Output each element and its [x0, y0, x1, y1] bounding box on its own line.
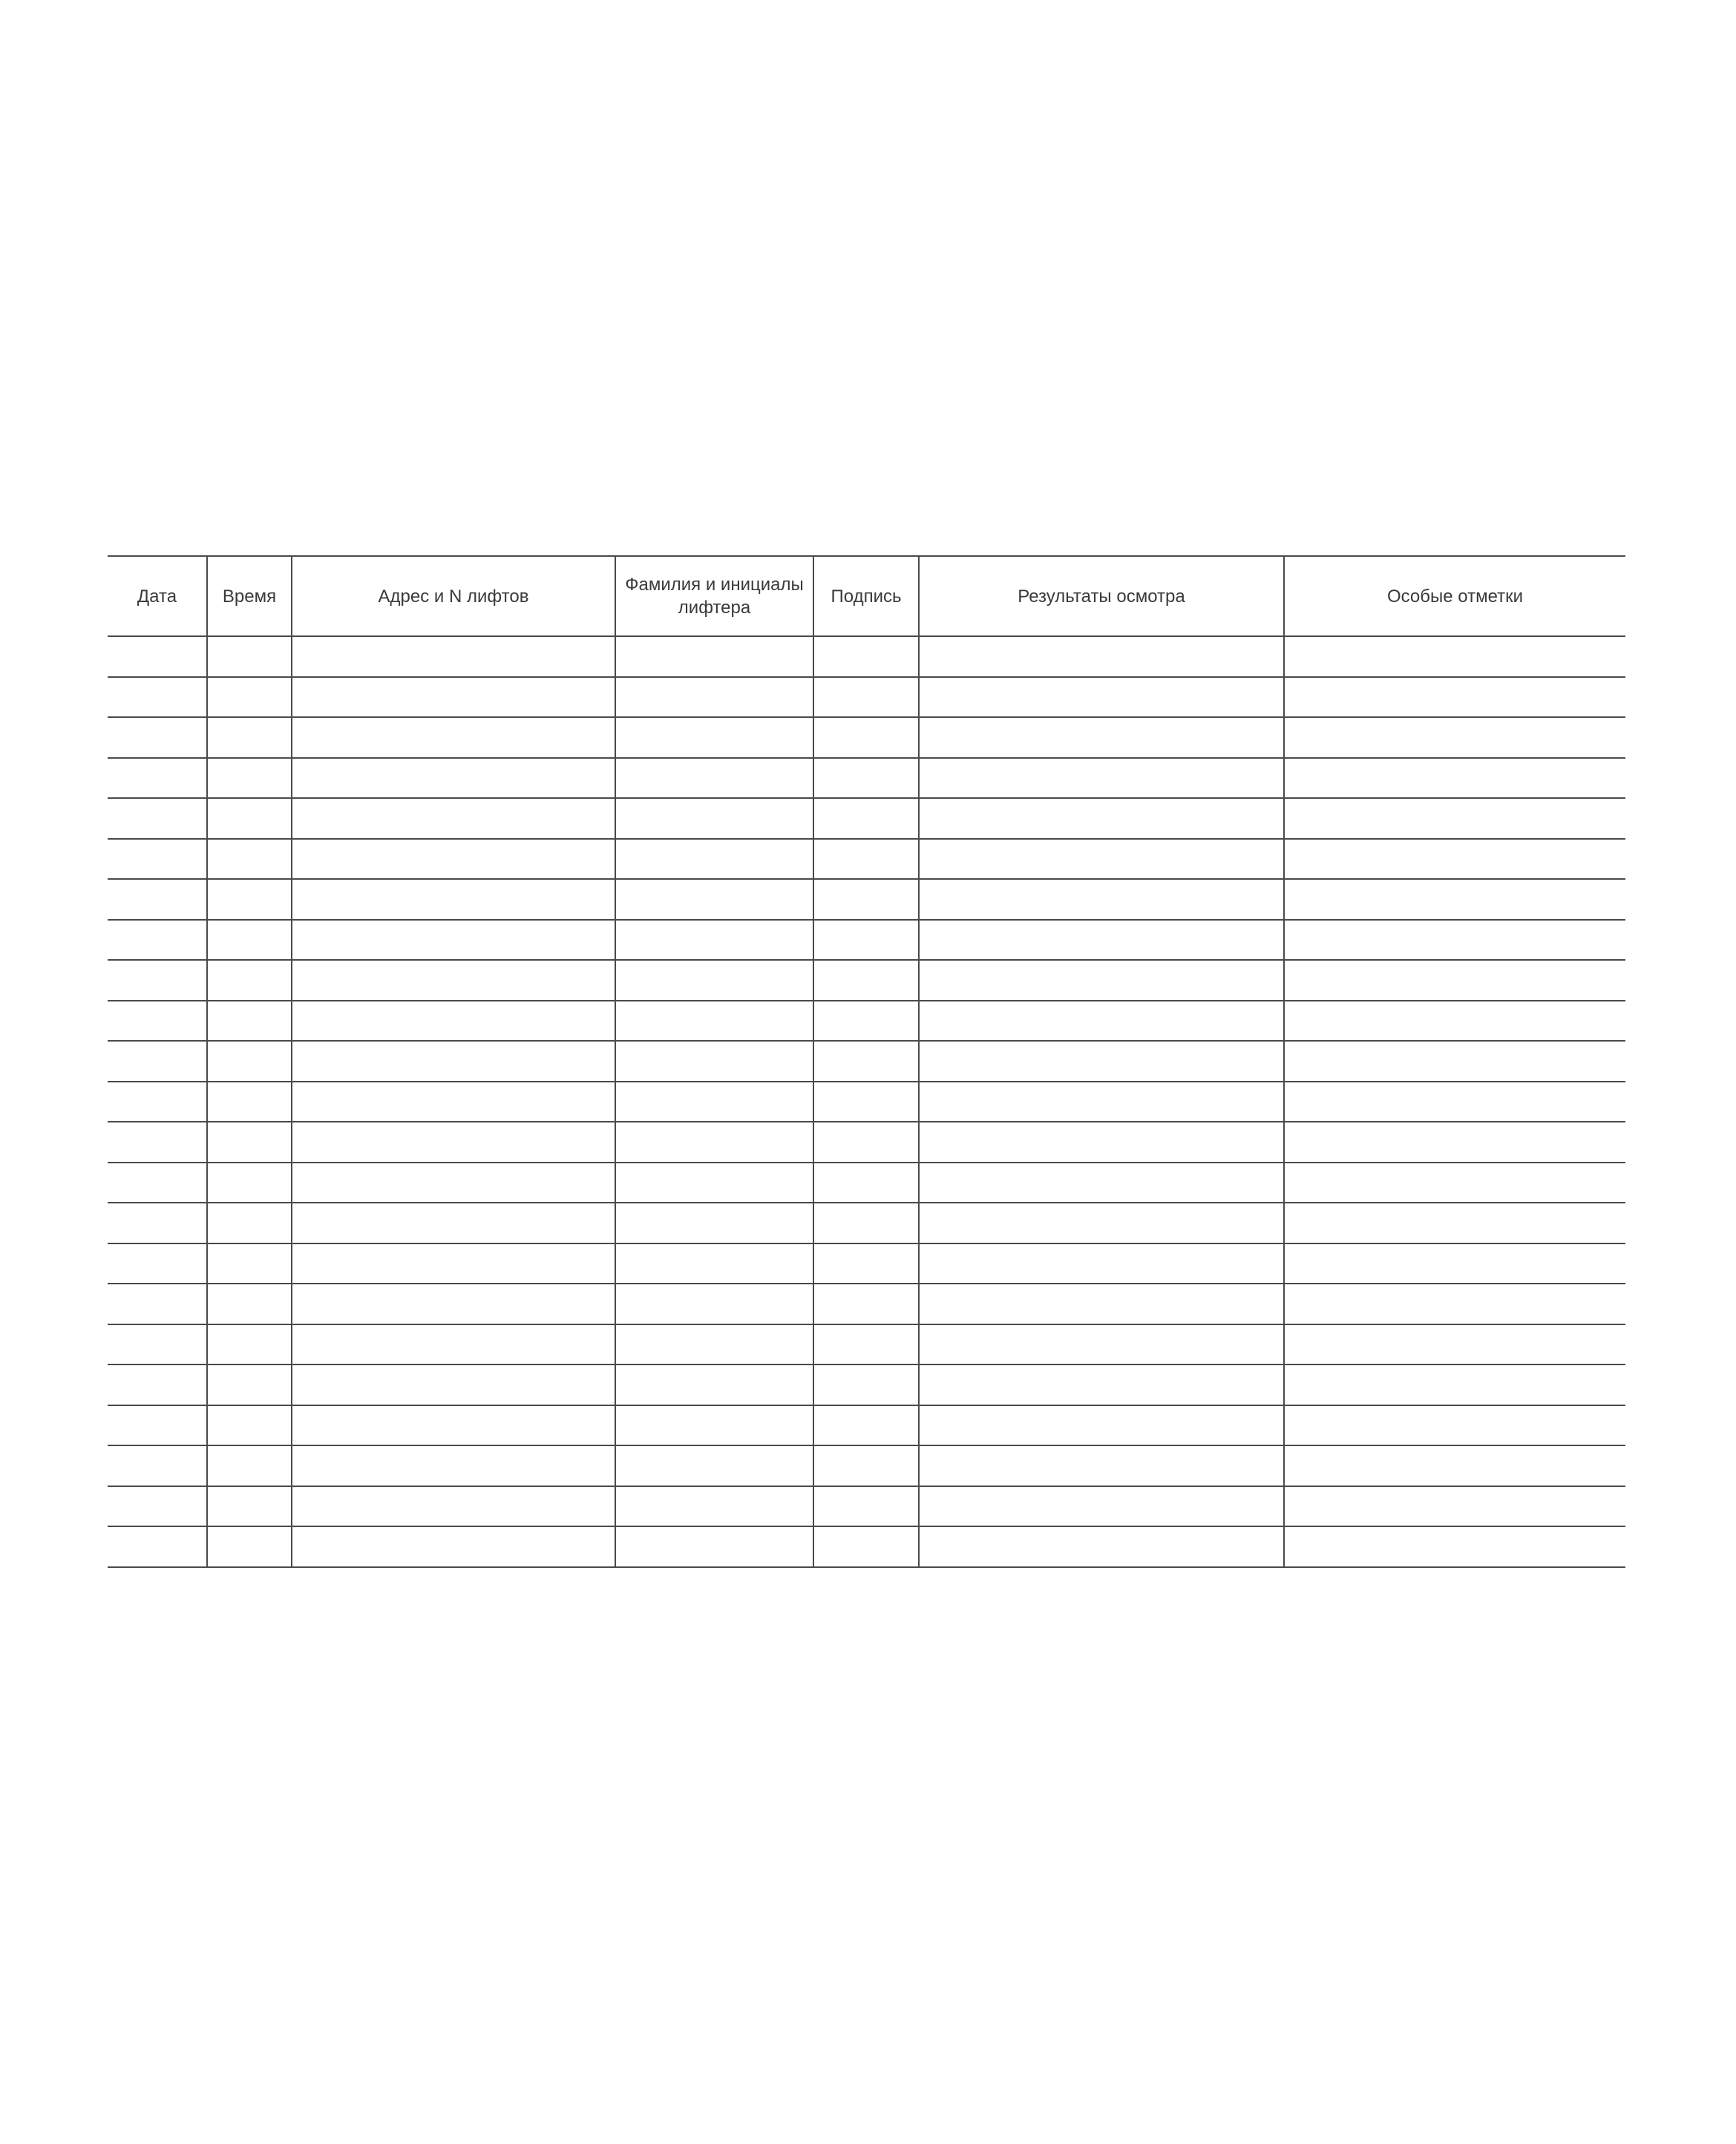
table-row [108, 879, 1625, 920]
cell-signature[interactable] [813, 1082, 919, 1122]
cell-time[interactable] [207, 798, 292, 839]
table-row [108, 717, 1625, 758]
cell-operator-name[interactable] [615, 717, 813, 758]
table-row [108, 1324, 1625, 1365]
cell-notes[interactable] [1284, 636, 1625, 677]
cell-date[interactable] [108, 1364, 207, 1405]
cell-operator-name[interactable] [615, 960, 813, 1001]
cell-date[interactable] [108, 1203, 207, 1243]
cell-address[interactable] [292, 1324, 615, 1365]
cell-address[interactable] [292, 1041, 615, 1082]
cell-date[interactable] [108, 1405, 207, 1446]
table-row [108, 1203, 1625, 1243]
cell-time[interactable] [207, 1163, 292, 1203]
cell-time[interactable] [207, 717, 292, 758]
cell-address[interactable] [292, 1364, 615, 1405]
cell-results[interactable] [919, 1243, 1284, 1284]
cell-notes[interactable] [1284, 1203, 1625, 1243]
cell-address[interactable] [292, 1486, 615, 1527]
cell-results[interactable] [919, 1486, 1284, 1527]
table-row [108, 1163, 1625, 1203]
cell-date[interactable] [108, 1122, 207, 1163]
header-row [108, 556, 1625, 636]
cell-results[interactable] [919, 1041, 1284, 1082]
cell-results[interactable] [919, 879, 1284, 920]
cell-notes[interactable] [1284, 1445, 1625, 1486]
table-body [108, 636, 1625, 1567]
cell-signature[interactable] [813, 636, 919, 677]
cell-time[interactable] [207, 1405, 292, 1446]
cell-date[interactable] [108, 636, 207, 677]
cell-notes[interactable] [1284, 1284, 1625, 1324]
cell-date[interactable] [108, 1041, 207, 1082]
cell-operator-name[interactable] [615, 1364, 813, 1405]
cell-signature[interactable] [813, 1122, 919, 1163]
cell-operator-name[interactable] [615, 1526, 813, 1567]
cell-address[interactable] [292, 960, 615, 1001]
cell-notes[interactable] [1284, 1001, 1625, 1042]
cell-signature[interactable] [813, 798, 919, 839]
inspection-log-table [108, 555, 1625, 1568]
cell-operator-name[interactable] [615, 636, 813, 677]
cell-results[interactable] [919, 717, 1284, 758]
cell-results[interactable] [919, 1203, 1284, 1243]
cell-address[interactable] [292, 1445, 615, 1486]
cell-operator-name[interactable] [615, 1041, 813, 1082]
cell-time[interactable] [207, 636, 292, 677]
table-row [108, 677, 1625, 718]
cell-date[interactable] [108, 1324, 207, 1365]
header-inspection-results: Результаты осмотра [919, 556, 1284, 636]
cell-address[interactable] [292, 839, 615, 880]
table-row [108, 636, 1625, 677]
cell-time[interactable] [207, 1082, 292, 1122]
cell-results[interactable] [919, 1445, 1284, 1486]
cell-operator-name[interactable] [615, 798, 813, 839]
cell-operator-name[interactable] [615, 1486, 813, 1527]
cell-results[interactable] [919, 1526, 1284, 1567]
cell-signature[interactable] [813, 920, 919, 961]
cell-notes[interactable] [1284, 1526, 1625, 1567]
cell-address[interactable] [292, 1001, 615, 1042]
cell-notes[interactable] [1284, 920, 1625, 961]
table-row [108, 1526, 1625, 1567]
cell-notes[interactable] [1284, 1122, 1625, 1163]
cell-signature[interactable] [813, 1405, 919, 1446]
cell-notes[interactable] [1284, 1041, 1625, 1082]
cell-operator-name[interactable] [615, 839, 813, 880]
cell-address[interactable] [292, 636, 615, 677]
table-row [108, 1122, 1625, 1163]
cell-results[interactable] [919, 839, 1284, 880]
cell-address[interactable] [292, 879, 615, 920]
cell-time[interactable] [207, 1243, 292, 1284]
cell-operator-name[interactable] [615, 1203, 813, 1243]
cell-time[interactable] [207, 839, 292, 880]
cell-signature[interactable] [813, 1324, 919, 1365]
cell-results[interactable] [919, 920, 1284, 961]
cell-time[interactable] [207, 1445, 292, 1486]
cell-signature[interactable] [813, 960, 919, 1001]
table-row [108, 798, 1625, 839]
table-row [108, 1364, 1625, 1405]
lift-inspection-log-form [108, 555, 1625, 1568]
table-header [108, 556, 1625, 636]
cell-signature[interactable] [813, 717, 919, 758]
cell-notes[interactable] [1284, 839, 1625, 880]
cell-operator-name[interactable] [615, 677, 813, 718]
cell-results[interactable] [919, 1082, 1284, 1122]
cell-time[interactable] [207, 1001, 292, 1042]
cell-notes[interactable] [1284, 1324, 1625, 1365]
table-row [108, 1041, 1625, 1082]
cell-operator-name[interactable] [615, 1001, 813, 1042]
cell-operator-name[interactable] [615, 879, 813, 920]
cell-date[interactable] [108, 1284, 207, 1324]
cell-date[interactable] [108, 1163, 207, 1203]
cell-operator-name[interactable] [615, 1284, 813, 1324]
cell-signature[interactable] [813, 1284, 919, 1324]
cell-date[interactable] [108, 798, 207, 839]
cell-address[interactable] [292, 798, 615, 839]
cell-date[interactable] [108, 1243, 207, 1284]
cell-notes[interactable] [1284, 798, 1625, 839]
cell-time[interactable] [207, 1203, 292, 1243]
cell-signature[interactable] [813, 879, 919, 920]
cell-results[interactable] [919, 1284, 1284, 1324]
cell-time[interactable] [207, 758, 292, 799]
cell-notes[interactable] [1284, 677, 1625, 718]
cell-notes[interactable] [1284, 1082, 1625, 1122]
cell-notes[interactable] [1284, 960, 1625, 1001]
header-address-lift-number: Адрес и N лифтов [292, 556, 615, 636]
cell-date[interactable] [108, 920, 207, 961]
cell-signature[interactable] [813, 1041, 919, 1082]
cell-notes[interactable] [1284, 1486, 1625, 1527]
cell-operator-name[interactable] [615, 1163, 813, 1203]
cell-address[interactable] [292, 1284, 615, 1324]
cell-notes[interactable] [1284, 717, 1625, 758]
cell-address[interactable] [292, 1163, 615, 1203]
table-row [108, 1405, 1625, 1446]
cell-results[interactable] [919, 1405, 1284, 1446]
cell-notes[interactable] [1284, 879, 1625, 920]
table-row [108, 1082, 1625, 1122]
header-date: Дата [108, 556, 207, 636]
cell-time[interactable] [207, 960, 292, 1001]
cell-date[interactable] [108, 717, 207, 758]
cell-results[interactable] [919, 1122, 1284, 1163]
table-row [108, 1001, 1625, 1042]
cell-date[interactable] [108, 677, 207, 718]
cell-signature[interactable] [813, 839, 919, 880]
cell-notes[interactable] [1284, 1405, 1625, 1446]
cell-time[interactable] [207, 1526, 292, 1567]
cell-date[interactable] [108, 1001, 207, 1042]
cell-time[interactable] [207, 879, 292, 920]
cell-signature[interactable] [813, 1526, 919, 1567]
cell-operator-name[interactable] [615, 1243, 813, 1284]
table-row [108, 1284, 1625, 1324]
cell-address[interactable] [292, 1526, 615, 1567]
cell-date[interactable] [108, 1486, 207, 1527]
cell-notes[interactable] [1284, 758, 1625, 799]
header-special-notes: Особые отметки [1284, 556, 1625, 636]
cell-signature[interactable] [813, 1001, 919, 1042]
cell-operator-name[interactable] [615, 1445, 813, 1486]
cell-address[interactable] [292, 1203, 615, 1243]
header-signature: Подпись [813, 556, 919, 636]
cell-operator-name[interactable] [615, 1082, 813, 1122]
cell-results[interactable] [919, 960, 1284, 1001]
cell-results[interactable] [919, 636, 1284, 677]
table-row [108, 1243, 1625, 1284]
cell-results[interactable] [919, 1001, 1284, 1042]
cell-operator-name[interactable] [615, 1405, 813, 1446]
cell-date[interactable] [108, 839, 207, 880]
cell-time[interactable] [207, 677, 292, 718]
cell-signature[interactable] [813, 677, 919, 718]
cell-signature[interactable] [813, 1243, 919, 1284]
cell-results[interactable] [919, 758, 1284, 799]
header-lift-operator-name: Фамилия и инициалы лифтера [615, 556, 813, 636]
cell-time[interactable] [207, 1486, 292, 1527]
cell-date[interactable] [108, 1526, 207, 1567]
table-row [108, 920, 1625, 961]
cell-signature[interactable] [813, 758, 919, 799]
cell-operator-name[interactable] [615, 1324, 813, 1365]
table-row [108, 758, 1625, 799]
cell-signature[interactable] [813, 1364, 919, 1405]
table-row [108, 1445, 1625, 1486]
cell-results[interactable] [919, 677, 1284, 718]
cell-address[interactable] [292, 1243, 615, 1284]
cell-address[interactable] [292, 1082, 615, 1122]
cell-date[interactable] [108, 1082, 207, 1122]
cell-signature[interactable] [813, 1445, 919, 1486]
cell-address[interactable] [292, 677, 615, 718]
cell-results[interactable] [919, 1364, 1284, 1405]
table-row [108, 839, 1625, 880]
cell-time[interactable] [207, 1324, 292, 1365]
cell-time[interactable] [207, 1284, 292, 1324]
cell-date[interactable] [108, 1445, 207, 1486]
cell-address[interactable] [292, 1122, 615, 1163]
cell-address[interactable] [292, 758, 615, 799]
cell-signature[interactable] [813, 1486, 919, 1527]
cell-date[interactable] [108, 960, 207, 1001]
cell-time[interactable] [207, 1364, 292, 1405]
cell-address[interactable] [292, 1405, 615, 1446]
table-row [108, 1486, 1625, 1527]
cell-operator-name[interactable] [615, 920, 813, 961]
cell-time[interactable] [207, 1041, 292, 1082]
cell-signature[interactable] [813, 1203, 919, 1243]
table-row [108, 960, 1625, 1001]
cell-results[interactable] [919, 1324, 1284, 1365]
cell-time[interactable] [207, 920, 292, 961]
cell-signature[interactable] [813, 1163, 919, 1203]
cell-date[interactable] [108, 758, 207, 799]
header-time: Время [207, 556, 292, 636]
cell-address[interactable] [292, 717, 615, 758]
cell-results[interactable] [919, 798, 1284, 839]
cell-notes[interactable] [1284, 1364, 1625, 1405]
cell-time[interactable] [207, 1122, 292, 1163]
cell-results[interactable] [919, 1163, 1284, 1203]
cell-operator-name[interactable] [615, 758, 813, 799]
cell-operator-name[interactable] [615, 1122, 813, 1163]
cell-address[interactable] [292, 920, 615, 961]
cell-notes[interactable] [1284, 1243, 1625, 1284]
cell-date[interactable] [108, 879, 207, 920]
cell-notes[interactable] [1284, 1163, 1625, 1203]
